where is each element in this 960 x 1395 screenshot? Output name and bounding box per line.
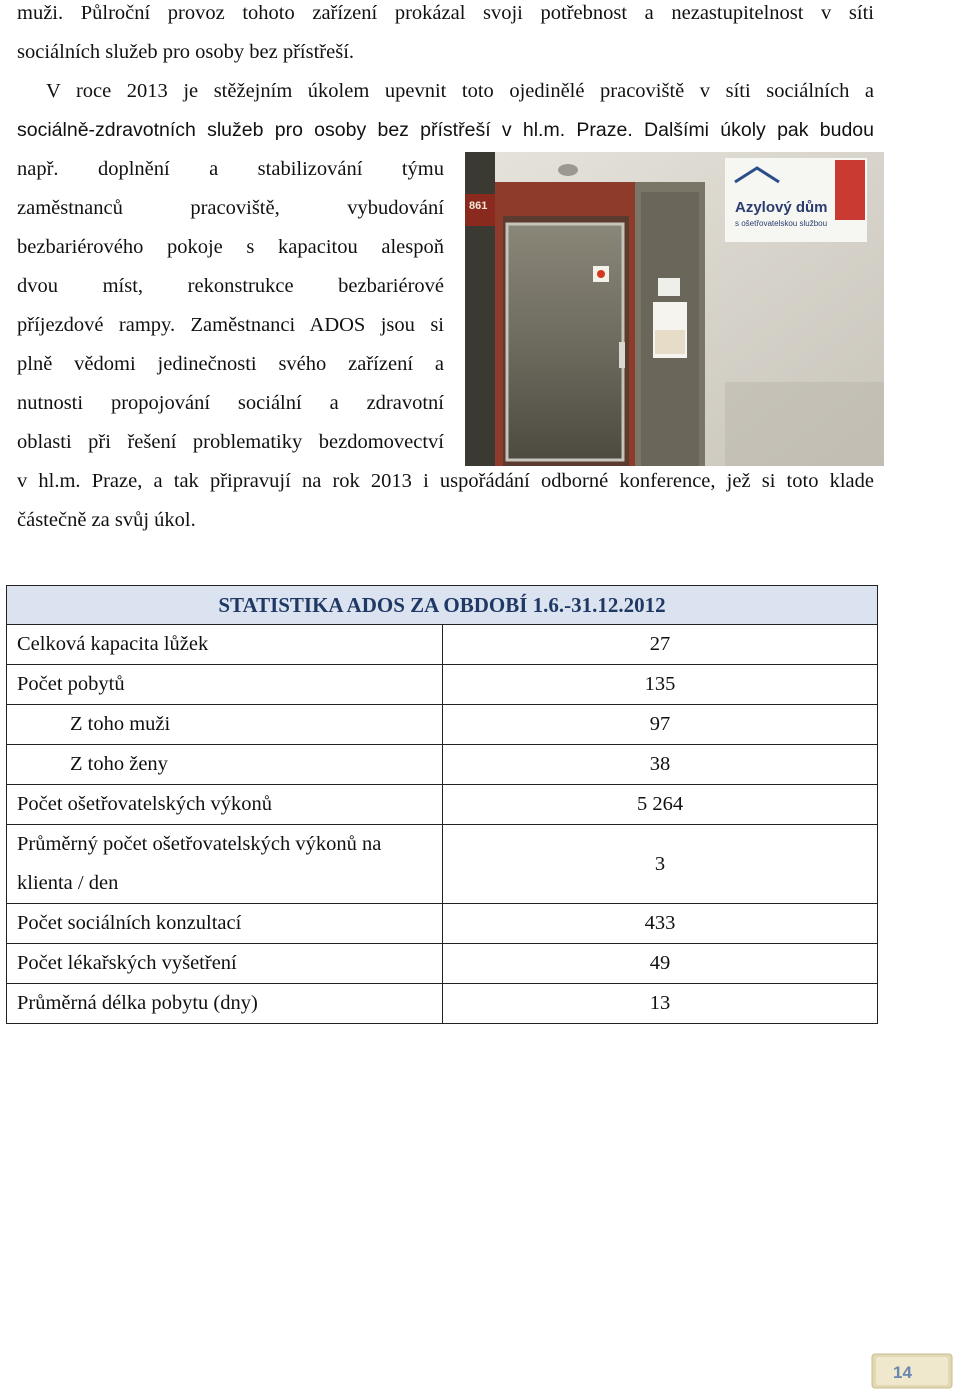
row-label: Celková kapacita lůžek [7, 625, 443, 665]
table-header-row [7, 586, 878, 625]
text-line: plně vědomi jedinečnosti svého zařízení a [17, 353, 444, 375]
table-row [7, 705, 878, 745]
table-row [7, 625, 878, 665]
row-label: Počet ošetřovatelských výkonů [7, 785, 443, 825]
table-row [7, 944, 878, 984]
row-value: 49 [443, 944, 878, 984]
sign-subtitle: s ošetřovatelskou službou [735, 219, 828, 228]
text-line: sociálních služeb pro osoby bez přístřeší. [17, 41, 355, 63]
table-row [7, 745, 878, 785]
text-line: dvou míst, rekonstrukce bezbariérové [17, 275, 444, 297]
row-label-line: klienta / den [17, 872, 119, 894]
row-value: 38 [443, 745, 878, 785]
row-value: 5 264 [443, 785, 878, 825]
row-label [7, 825, 443, 904]
text-line: v hl.m. Praze, a tak připravují na rok 2013 i uspořádání odborné konference, jež si toto klade [17, 470, 874, 492]
shelter-entrance-photo [465, 152, 884, 466]
row-value: 135 [443, 665, 878, 705]
row-value: 27 [443, 625, 878, 665]
house-number: 861 [469, 200, 488, 212]
row-label: Počet lékařských vyšetření [7, 944, 443, 984]
text-line: nutnosti propojování sociální a zdravotní [17, 392, 444, 414]
text-line: např. doplnění a stabilizování týmu [17, 158, 444, 180]
row-label: Z toho ženy [7, 745, 443, 785]
row-label-line: Průměrný počet ošetřovatelských výkonů na [17, 833, 382, 855]
table-title: STATISTIKA ADOS ZA OBDOBÍ 1.6.-31.12.2012 [7, 586, 878, 625]
text-line: částečně za svůj úkol. [17, 509, 196, 531]
table-row [7, 785, 878, 825]
row-label: Počet sociálních konzultací [7, 904, 443, 944]
text-line: muži. Půlroční provoz tohoto zařízení prokázal svoji potřebnost a nezastupitelnost v síti [17, 2, 874, 24]
text-line: zaměstnanců pracoviště, vybudování [17, 197, 444, 219]
row-value: 433 [443, 904, 878, 944]
statistics-table [6, 585, 878, 1024]
table-row [7, 984, 878, 1024]
text-line: bezbariérového pokoje s kapacitou alespoň [17, 236, 444, 258]
page-number: 14 [893, 1363, 912, 1382]
table-row [7, 904, 878, 944]
row-label: Z toho muži [7, 705, 443, 745]
table-row [7, 665, 878, 705]
table-row [7, 825, 878, 904]
text-line: V roce 2013 je stěžejním úkolem upevnit toto ojedinělé pracoviště v síti sociálních a [46, 80, 874, 102]
sign-title: Azylový dům [735, 199, 828, 216]
page-number-badge [871, 1353, 953, 1389]
row-value: 3 [443, 825, 878, 904]
row-label: Počet pobytů [7, 665, 443, 705]
row-value: 97 [443, 705, 878, 745]
row-label: Průměrná délka pobytu (dny) [7, 984, 443, 1024]
text-line: příjezdové rampy. Zaměstnanci ADOS jsou si [17, 314, 444, 336]
text-line: oblasti při řešení problematiky bezdomovectví [17, 431, 444, 453]
text-line: sociálně-zdravotních služeb pro osoby bez přístřeší v hl.m. Praze. Dalšími úkoly pak budou [17, 119, 874, 141]
row-value: 13 [443, 984, 878, 1024]
